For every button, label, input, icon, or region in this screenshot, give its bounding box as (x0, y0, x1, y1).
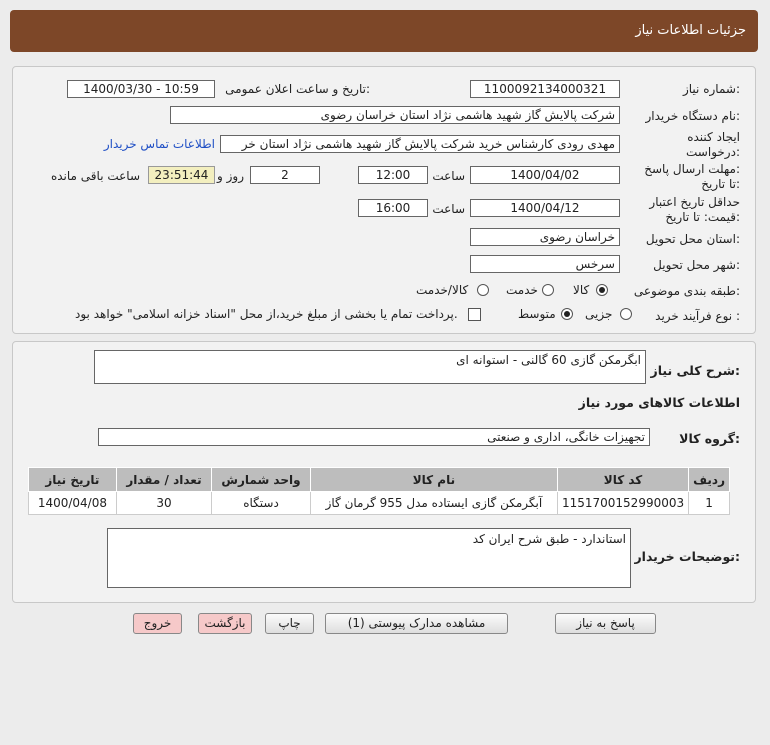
validity-time-field: 16:00 (358, 199, 428, 217)
province-field: خراسان رضوی (470, 228, 620, 246)
summary-field: ابگرمکن گازی 60 گالنی - استوانه ای (94, 350, 646, 384)
announce-field: 1400/03/30 - 10:59 (67, 80, 215, 98)
buyer-contact-link[interactable]: اطلاعات تماس خریدار (103, 137, 215, 151)
remaining-label: ساعت باقی مانده (50, 169, 140, 183)
province-label: استان محل تحویل: (645, 232, 740, 246)
table-row (29, 492, 730, 515)
days-label: روز و (217, 169, 244, 183)
category-radio-goods-service[interactable] (477, 284, 489, 296)
validity-date-field: 1400/04/12 (470, 199, 620, 217)
creator-field: مهدی رودی کارشناس خرید شرکت پالایش گاز شهید هاشمی نژاد استان خر (220, 135, 620, 153)
respond-button[interactable]: پاسخ به نیاز (555, 613, 656, 634)
validity-label-line2: قیمت: تا تاریخ: (665, 210, 740, 224)
page-header (10, 10, 758, 52)
col-header-quantity: تعداد / مقدار (116, 468, 211, 492)
city-label: شهر محل تحویل: (653, 258, 740, 272)
goods-info-title: اطلاعات کالاهای مورد نیاز (578, 395, 740, 410)
goods-group-field: تجهیزات خانگی، اداری و صنعتی (98, 428, 650, 446)
goods-table (28, 467, 730, 515)
col-header-row-number: ردیف (689, 468, 730, 492)
creator-label-line1: ایجاد کننده (687, 130, 740, 144)
process-option-minor: جزیی (585, 307, 613, 321)
process-radio-medium[interactable] (561, 308, 573, 320)
payment-note: پرداخت تمام یا بخشی از مبلغ خرید،از محل "اسناد خزانه اسلامی" خواهد بود. (75, 307, 458, 321)
exit-button[interactable]: خروج (133, 613, 182, 634)
buyer-notes-label: توضیحات خریدار: (634, 549, 740, 564)
process-label: نوع فرآیند خرید : (655, 309, 740, 323)
col-header-goods-code: کد کالا (557, 468, 688, 492)
buyer-notes-field: استاندارد - طبق شرح ایران کد (107, 528, 631, 588)
need-number-label: شماره نیاز: (682, 82, 740, 96)
deadline-label-line1: مهلت ارسال پاسخ: (644, 162, 740, 176)
category-option-goods: کالا (573, 283, 590, 297)
col-header-goods-name: نام کالا (310, 468, 557, 492)
creator-label-line2: درخواست: (686, 145, 740, 159)
print-button[interactable]: چاپ (265, 613, 314, 634)
summary-label: شرح کلی نیاز: (650, 363, 740, 378)
process-radio-minor[interactable] (620, 308, 632, 320)
category-label: طبقه بندی موضوعی: (633, 284, 740, 298)
announce-label: تاریخ و ساعت اعلان عمومی: (225, 82, 370, 96)
cell-row-number: 1 (689, 492, 730, 515)
remaining-time-field: 23:51:44 (148, 166, 215, 184)
process-option-medium: متوسط (518, 307, 556, 321)
category-radio-service[interactable] (542, 284, 554, 296)
table-header-row (29, 468, 730, 492)
view-attachments-button[interactable]: مشاهده مدارک پیوستی (1) (325, 613, 508, 634)
back-button[interactable]: بازگشت (198, 613, 252, 634)
col-header-unit: واحد شمارش (212, 468, 311, 492)
cell-goods-name: آبگرمکن گازی ایستاده مدل 955 گرمان گاز (310, 492, 557, 515)
buyer-org-label: نام دستگاه خریدار: (645, 109, 740, 123)
category-option-goods-service: کالا/خدمت (416, 283, 469, 297)
deadline-time-field: 12:00 (358, 166, 428, 184)
goods-group-label: گروه کالا: (679, 431, 740, 446)
cell-goods-code: 1151700152990003 (557, 492, 688, 515)
category-radio-goods[interactable] (596, 284, 608, 296)
category-option-service: خدمت (506, 283, 538, 297)
validity-time-label: ساعت (432, 202, 465, 216)
cell-quantity: 30 (116, 492, 211, 515)
buyer-org-field: شرکت پالایش گاز شهید هاشمی نژاد استان خراسان رضوی (170, 106, 620, 124)
cell-unit: دستگاه (212, 492, 311, 515)
deadline-time-label: ساعت (432, 169, 465, 183)
cell-need-date: 1400/04/08 (29, 492, 117, 515)
page-title: جزئیات اطلاعات نیاز (635, 23, 746, 38)
treasury-checkbox[interactable] (468, 308, 481, 321)
col-header-need-date: تاریخ نیاز (29, 468, 117, 492)
need-number-field: 1100092134000321 (470, 80, 620, 98)
deadline-label-line2: تا تاریخ: (701, 177, 740, 191)
deadline-date-field: 1400/04/02 (470, 166, 620, 184)
validity-label-line1: حداقل تاریخ اعتبار (649, 195, 740, 209)
remaining-days-field: 2 (250, 166, 320, 184)
city-field: سرخس (470, 255, 620, 273)
